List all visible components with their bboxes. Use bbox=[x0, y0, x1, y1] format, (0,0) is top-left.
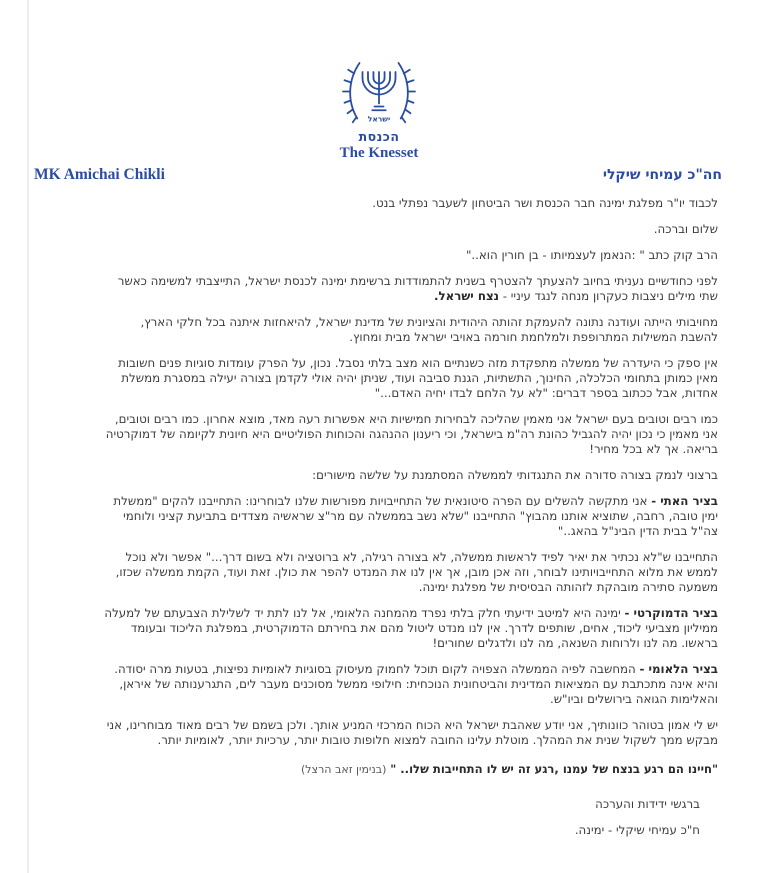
paragraph-text: לפני כחודשיים נעניתי בחיוב להצעתך להצטרף בשנית להתמודדות ברשימת ימינה לכנסת ישראל, התייצבתי למשימה כאשר שתי מילים ניצבות כעקרון מנחה לנגד עיניי - bbox=[117, 274, 718, 303]
national-axis-lead: בציר הלאומי - bbox=[639, 662, 718, 676]
knesset-logo-english: The Knesset bbox=[339, 145, 419, 161]
salutation-greeting: שלום וברכה. bbox=[653, 222, 718, 236]
letter-body bbox=[100, 196, 718, 838]
knesset-logo-hebrew: הכנסת bbox=[358, 129, 400, 144]
knesset-logo-block bbox=[0, 54, 758, 162]
mk-name-hebrew: חה"כ עמיחי שיקלי bbox=[602, 167, 722, 183]
ethical-axis-lead: בציר האתי - bbox=[651, 494, 718, 508]
paragraph-no-government: אין ספק כי היעדרה של ממשלה מתפקדת מזה כשנתיים הוא מצב בלתי נסבל. נכון, על הפרק עומדות סוגיות פנים חשובות מאין כמותן בתחומי הכלכלה, החינוך, התשתיות, הגנת סביבה ועוד, שניתן יהיה אולי לקדמן בצורה יעילה במסגרת ממשלת אחדות, אבל ככתוב בספר דברים: "לא על הלחם לבדו יחיה האדם..." bbox=[118, 356, 718, 400]
mk-name-english: MK Amichai Chikli bbox=[34, 166, 165, 183]
signature: ח"כ עמיחי שיקלי - ימינה. bbox=[574, 823, 700, 837]
herzl-quote-line bbox=[100, 762, 718, 777]
democratic-axis-paragraph bbox=[100, 606, 718, 651]
paragraph-text: ימינה היא למיטב ידיעתי חלק בלתי נפרד מהמחנה הלאומי, אל לנו לתת יד לשלילת הצבעתם של למעלה ממיליון מצביעי ליכוד, אחים, שותפים לדרך. אין לנו מנדט ליטול מהם את בחירתם הדמוקרטית, במפלגת הליכוד ובעומד בראשו. מה לנו ולרוחות השנאה, מה לנו ולדגלים שחורים! bbox=[104, 606, 718, 650]
paragraph-commitment bbox=[100, 274, 718, 304]
paragraph-text: אני מתקשה להשלים עם הפרה סיטונאית של התחייבויות מפורשות שלנו לבוחרינו: התחייבנו להקים "ממשלת ימין טובה, רחבה, שתוציא אותנו מהבוץ" התחייבנו "שלא נשב בממשלה עם מר"צ שראשיה מצדדים בתביעת קציני ולוחמי צה"ל בבית הדין הבינ"ל בהאג.." bbox=[113, 494, 718, 538]
paragraph-personal-appeal: יש לי אמון בטוהר כוונותיך, אני יודע שאהבת ישראל היא הכוח המרכזי המניע אותך. ולכן בשמם של רבים מאוד מבוחרינו, אני מבקש ממך לשקול שנית את המהלך. מוטלת עלינו החובה למצוא חלופות טובות יותר, ערכיות יותר, לאומיות יותר. bbox=[106, 718, 718, 747]
ethical-axis-paragraph bbox=[100, 494, 718, 539]
letterhead-names-row bbox=[0, 162, 758, 184]
paragraph-mission: מחויבותי הייתה ועודנה נתונה להעמקת זהותה היהודית והציונית של מדינת ישראל, להיאחזות איתנה בכל חלקי הארץ, להשבת המשילות המתרופפת ולמלחמת חורמה באויבי ישראל מבית ומחוץ. bbox=[140, 315, 718, 344]
paragraph-fifth-elections: כמו רבים וטובים בעם ישראל אני מאמין שהליכה לבחירות חמישיות היא אפשרות רעה מאד, מוצא אחרון. כמו רבים וטובים, אני מאמין כי נכון יהיה להגביל כהונת רה"מ בישראל, וכי ריענון ההנהגה והכוחות הפוליטיים היא חיונית לקיומה של דמוקרטיה בריאה. אך לא בכל מחיר! bbox=[105, 412, 718, 456]
paragraph-three-axes-intro: ברצוני לנמק בצורה סדורה את התנגדותי לממשלה המסתמנת על שלשה מישורים: bbox=[312, 468, 718, 482]
herzl-quote: "חיינו הם רגע בנצח של עמנו ,רגע זה יש לו התחייבות שלו.. " bbox=[390, 762, 718, 776]
emblem-israel-label: ישראל bbox=[367, 114, 391, 124]
paragraph-text: המחשבה לפיה הממשלה הצפויה לקום תוכל לחמוק מעיסוק בסוגיות לאומיות נפיצות, בטעות מרה יסודה. והיא אינה מתכתבת עם המציאות המדינית והביטחונית הנוכחית: חילופי ממשל מסוכנים מעבר לים, התגרענותה של איראן, והאלימות הגואה בירושלים וביו"ש. bbox=[114, 662, 718, 706]
salutation-to: לכבוד יו"ר מפלגת ימינה חבר הכנסת ושר הביטחון לשעבר נפתלי בנט. bbox=[372, 196, 718, 210]
democratic-axis-lead: בציר הדמוקרטי - bbox=[624, 606, 718, 620]
rav-kook-quote: הרב קוק כתב " :הנאמן לעצמיותו - בן חורין הוא.." bbox=[465, 248, 718, 262]
netzach-israel-bold: נצח ישראל. bbox=[434, 289, 500, 303]
knesset-menorah-emblem-icon bbox=[341, 54, 417, 126]
national-axis-paragraph bbox=[100, 662, 718, 707]
signoff: ברגשי ידידות והערכה bbox=[595, 797, 700, 811]
paragraph-lapid-commitment: התחייבנו ש"לא נכתיר את יאיר לפיד לראשות ממשלה, לא בצורה רגילה, לא ברוטציה ולא בשום דרך..." אפשר ולא נוכל לממש את מלוא התחייבויותינו לבוחר, וזה אכן מובן, אך אין לנו את המנדט להפר את כולן. זאת ועוד, הקמת ממשלה שכזו, משמעה סתירה מובהקת לזהותה הבסיסית של מפלגת ימינה. bbox=[115, 550, 718, 594]
scan-page-edge-line bbox=[27, 0, 29, 873]
quote-attribution: (בנימין זאב הרצל) bbox=[301, 763, 387, 776]
